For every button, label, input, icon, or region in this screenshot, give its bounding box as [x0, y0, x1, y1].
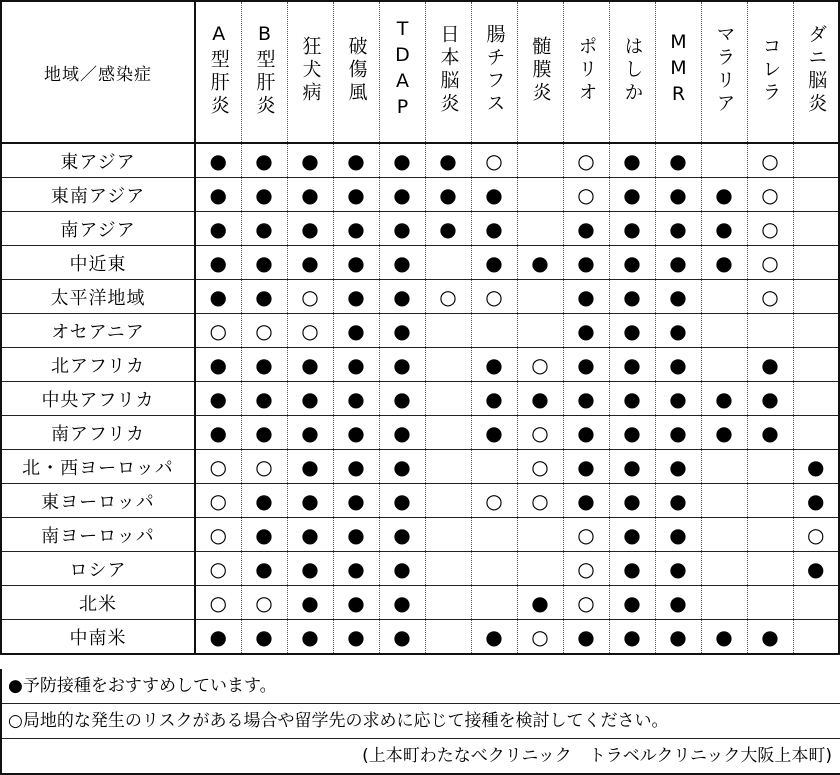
region-name: 中近東 [1, 246, 195, 280]
recommended-mark: ● [563, 280, 609, 314]
empty-cell [471, 586, 517, 620]
recommended-mark: ● [471, 212, 517, 246]
empty-cell [425, 484, 471, 518]
recommended-mark: ● [793, 450, 839, 484]
recommended-mark: ● [563, 246, 609, 280]
vaccine-header-label: TDAP [391, 18, 414, 122]
vaccine-header-label: 髄膜炎 [529, 35, 552, 105]
region-name: ロシア [1, 552, 195, 586]
recommended-mark: ● [609, 518, 655, 552]
recommended-mark: ● [609, 382, 655, 416]
recommended-mark: ● [609, 212, 655, 246]
empty-cell [425, 382, 471, 416]
recommended-mark: ● [287, 246, 333, 280]
recommended-mark: ● [287, 143, 333, 178]
recommended-mark: ● [195, 382, 241, 416]
vaccine-header [793, 1, 839, 143]
conditional-mark: ○ [195, 484, 241, 518]
recommended-mark: ● [609, 246, 655, 280]
recommended-mark: ● [241, 518, 287, 552]
recommended-mark: ● [379, 450, 425, 484]
table-row [1, 586, 839, 620]
recommended-mark: ● [655, 484, 701, 518]
recommended-mark: ● [333, 348, 379, 382]
conditional-mark: ○ [195, 552, 241, 586]
empty-cell [793, 382, 839, 416]
recommended-mark: ● [425, 178, 471, 212]
empty-cell [471, 552, 517, 586]
recommended-mark: ● [241, 620, 287, 655]
recommended-mark: ● [379, 314, 425, 348]
recommended-mark: ● [195, 178, 241, 212]
empty-cell [701, 552, 747, 586]
recommended-mark: ● [655, 382, 701, 416]
vaccine-header [563, 1, 609, 143]
empty-cell [793, 178, 839, 212]
vaccine-header [517, 1, 563, 143]
vaccine-header-label: B型肝炎 [253, 22, 276, 118]
vaccine-header [747, 1, 793, 143]
empty-cell [793, 348, 839, 382]
vaccine-header [379, 1, 425, 143]
recommended-mark: ● [287, 416, 333, 450]
recommended-mark: ● [333, 212, 379, 246]
recommended-mark: ● [655, 348, 701, 382]
empty-cell [701, 280, 747, 314]
conditional-mark: ○ [517, 484, 563, 518]
empty-cell [747, 586, 793, 620]
empty-cell [517, 178, 563, 212]
recommended-mark: ● [747, 382, 793, 416]
recommended-mark: ● [333, 586, 379, 620]
source-credit: (上本町わたなべクリニック トラベルクリニック大阪上本町) [362, 746, 832, 766]
recommended-mark: ● [379, 552, 425, 586]
recommended-mark: ● [287, 450, 333, 484]
empty-cell [425, 348, 471, 382]
recommended-mark: ● [379, 416, 425, 450]
conditional-mark: ○ [287, 280, 333, 314]
conditional-mark: ○ [747, 246, 793, 280]
table-row [1, 246, 839, 280]
region-name: 中央アフリカ [1, 382, 195, 416]
recommended-mark: ● [241, 552, 287, 586]
empty-cell [793, 280, 839, 314]
empty-cell [793, 246, 839, 280]
table-row [1, 484, 839, 518]
recommended-mark: ● [655, 416, 701, 450]
recommended-mark: ● [287, 484, 333, 518]
empty-cell [471, 518, 517, 552]
empty-cell [517, 314, 563, 348]
empty-cell [471, 450, 517, 484]
region-name: 東アジア [1, 143, 195, 178]
recommended-mark: ● [701, 416, 747, 450]
vaccine-header-label: マラリア [713, 24, 736, 116]
recommended-mark: ● [563, 314, 609, 348]
table-row [1, 212, 839, 246]
empty-cell [701, 450, 747, 484]
conditional-mark: ○ [195, 518, 241, 552]
recommended-mark: ● [379, 143, 425, 178]
conditional-mark: ○ [563, 552, 609, 586]
conditional-mark: ○ [747, 280, 793, 314]
vaccine-header-label: MMR [667, 31, 690, 109]
empty-cell [517, 280, 563, 314]
recommended-mark: ● [609, 178, 655, 212]
recommended-mark: ● [333, 518, 379, 552]
vaccine-header [287, 1, 333, 143]
recommended-mark: ● [379, 620, 425, 655]
vaccine-header-label: コレラ [759, 35, 782, 105]
recommended-mark: ● [287, 348, 333, 382]
vaccine-header-label: ポリオ [575, 35, 598, 105]
recommended-mark: ● [471, 416, 517, 450]
table-row [1, 450, 839, 484]
recommended-mark: ● [747, 620, 793, 655]
recommended-mark: ● [195, 143, 241, 178]
recommended-mark: ● [563, 348, 609, 382]
region-name: 北米 [1, 586, 195, 620]
recommended-mark: ● [609, 450, 655, 484]
recommended-mark: ● [655, 178, 701, 212]
recommended-mark: ● [195, 416, 241, 450]
note-recommended: ●予防接種をおすすめしています。 [2, 669, 840, 704]
empty-cell [793, 586, 839, 620]
empty-cell [701, 484, 747, 518]
recommended-mark: ● [609, 143, 655, 178]
conditional-mark: ○ [241, 586, 287, 620]
conditional-mark: ○ [517, 348, 563, 382]
vaccine-header [609, 1, 655, 143]
table-row [1, 620, 839, 655]
conditional-mark: ○ [517, 450, 563, 484]
conditional-mark: ○ [747, 143, 793, 178]
recommended-mark: ● [517, 586, 563, 620]
vaccine-header [195, 1, 241, 143]
table-row [1, 280, 839, 314]
corner-header: 地域／感染症 [1, 1, 195, 143]
vaccine-header-label: ダニ脳炎 [805, 24, 828, 116]
recommended-mark: ● [195, 212, 241, 246]
recommended-mark: ● [287, 518, 333, 552]
vaccine-header-label: A型肝炎 [207, 22, 230, 118]
recommended-mark: ● [333, 450, 379, 484]
region-name: 東ヨーロッパ [1, 484, 195, 518]
recommended-mark: ● [655, 620, 701, 655]
empty-cell [701, 518, 747, 552]
empty-cell [701, 314, 747, 348]
empty-cell [517, 143, 563, 178]
recommended-mark: ● [195, 620, 241, 655]
empty-cell [425, 450, 471, 484]
recommended-mark: ● [379, 518, 425, 552]
recommended-mark: ● [287, 552, 333, 586]
recommended-mark: ● [609, 484, 655, 518]
conditional-mark: ○ [195, 450, 241, 484]
conditional-mark: ○ [517, 416, 563, 450]
recommended-mark: ● [793, 552, 839, 586]
recommended-mark: ● [609, 416, 655, 450]
table-body [1, 1, 839, 654]
recommended-mark: ● [655, 143, 701, 178]
recommended-mark: ● [655, 280, 701, 314]
recommended-mark: ● [333, 552, 379, 586]
recommended-mark: ● [241, 246, 287, 280]
recommended-mark: ● [609, 586, 655, 620]
recommended-mark: ● [425, 143, 471, 178]
recommended-mark: ● [241, 484, 287, 518]
empty-cell [701, 143, 747, 178]
vaccine-header-label: 狂犬病 [299, 35, 322, 105]
region-name: 北アフリカ [1, 348, 195, 382]
recommended-mark: ● [701, 212, 747, 246]
recommended-mark: ● [471, 348, 517, 382]
recommended-mark: ● [379, 212, 425, 246]
empty-cell [747, 450, 793, 484]
note-conditional: ○局地的な発生のリスクがある場合や留学先の求めに応じて接種を検討してください。 [2, 704, 840, 739]
recommended-mark: ● [195, 246, 241, 280]
empty-cell [425, 518, 471, 552]
recommended-mark: ● [655, 518, 701, 552]
recommended-mark: ● [471, 620, 517, 655]
recommended-mark: ● [609, 280, 655, 314]
recommended-mark: ● [609, 552, 655, 586]
recommended-mark: ● [701, 246, 747, 280]
recommended-mark: ● [655, 212, 701, 246]
conditional-mark: ○ [425, 280, 471, 314]
vaccine-header [655, 1, 701, 143]
recommended-mark: ● [333, 382, 379, 416]
vaccine-header [701, 1, 747, 143]
vaccine-header-label: 破傷風 [345, 35, 368, 105]
conditional-mark: ○ [471, 484, 517, 518]
vaccine-header [471, 1, 517, 143]
recommended-mark: ● [379, 382, 425, 416]
conditional-mark: ○ [563, 586, 609, 620]
conditional-mark: ○ [563, 518, 609, 552]
conditional-mark: ○ [241, 450, 287, 484]
recommended-mark: ● [333, 416, 379, 450]
recommended-mark: ● [563, 212, 609, 246]
vaccine-header [333, 1, 379, 143]
conditional-mark: ○ [747, 178, 793, 212]
recommended-mark: ● [379, 484, 425, 518]
recommended-mark: ● [655, 450, 701, 484]
recommended-mark: ● [747, 416, 793, 450]
conditional-mark: ○ [793, 518, 839, 552]
empty-cell [517, 518, 563, 552]
conditional-mark: ○ [195, 586, 241, 620]
recommended-mark: ● [609, 314, 655, 348]
empty-cell [747, 552, 793, 586]
conditional-mark: ○ [287, 314, 333, 348]
recommended-mark: ● [195, 348, 241, 382]
recommended-mark: ● [379, 246, 425, 280]
vaccine-header-label: 腸チフス [483, 24, 506, 116]
vaccine-header [425, 1, 471, 143]
empty-cell [793, 620, 839, 655]
recommended-mark: ● [379, 178, 425, 212]
empty-cell [793, 143, 839, 178]
recommended-mark: ● [379, 280, 425, 314]
region-name: 南アフリカ [1, 416, 195, 450]
empty-cell [701, 348, 747, 382]
region-name: 南アジア [1, 212, 195, 246]
region-name: 東南アジア [1, 178, 195, 212]
recommended-mark: ● [655, 552, 701, 586]
empty-cell [425, 620, 471, 655]
recommended-mark: ● [425, 212, 471, 246]
header-row [1, 1, 839, 143]
recommended-mark: ● [333, 620, 379, 655]
recommended-mark: ● [287, 382, 333, 416]
recommended-mark: ● [563, 382, 609, 416]
recommended-mark: ● [287, 620, 333, 655]
recommended-mark: ● [333, 246, 379, 280]
empty-cell [517, 552, 563, 586]
recommended-mark: ● [517, 382, 563, 416]
empty-cell [471, 314, 517, 348]
recommended-mark: ● [701, 382, 747, 416]
recommended-mark: ● [471, 246, 517, 280]
empty-cell [425, 314, 471, 348]
table-row [1, 348, 839, 382]
recommended-mark: ● [701, 178, 747, 212]
recommended-mark: ● [563, 450, 609, 484]
recommended-mark: ● [241, 348, 287, 382]
conditional-mark: ○ [563, 143, 609, 178]
recommended-mark: ● [701, 620, 747, 655]
recommended-mark: ● [241, 382, 287, 416]
vaccine-header-label: 日本脳炎 [437, 24, 460, 116]
recommended-mark: ● [379, 586, 425, 620]
empty-cell [793, 314, 839, 348]
conditional-mark: ○ [563, 178, 609, 212]
table-row [1, 518, 839, 552]
table-row [1, 552, 839, 586]
recommended-mark: ● [241, 212, 287, 246]
empty-cell [747, 518, 793, 552]
empty-cell [425, 246, 471, 280]
recommended-mark: ● [517, 246, 563, 280]
recommended-mark: ● [287, 178, 333, 212]
table-row [1, 416, 839, 450]
recommended-mark: ● [747, 348, 793, 382]
empty-cell [747, 314, 793, 348]
empty-cell [793, 416, 839, 450]
conditional-mark: ○ [241, 314, 287, 348]
table-row [1, 314, 839, 348]
region-name: オセアニア [1, 314, 195, 348]
recommended-mark: ● [563, 620, 609, 655]
empty-cell [425, 586, 471, 620]
recommended-mark: ● [241, 178, 287, 212]
recommended-mark: ● [333, 484, 379, 518]
empty-cell [425, 416, 471, 450]
recommended-mark: ● [609, 620, 655, 655]
conditional-mark: ○ [747, 212, 793, 246]
recommended-mark: ● [563, 484, 609, 518]
empty-cell [747, 484, 793, 518]
recommended-mark: ● [287, 212, 333, 246]
table-row [1, 178, 839, 212]
recommended-mark: ● [195, 280, 241, 314]
conditional-mark: ○ [471, 143, 517, 178]
conditional-mark: ○ [471, 280, 517, 314]
recommended-mark: ● [241, 280, 287, 314]
region-name: 太平洋地域 [1, 280, 195, 314]
empty-cell [517, 212, 563, 246]
recommended-mark: ● [333, 143, 379, 178]
recommended-mark: ● [241, 143, 287, 178]
recommended-mark: ● [655, 314, 701, 348]
recommended-mark: ● [333, 178, 379, 212]
recommended-mark: ● [471, 178, 517, 212]
vaccine-header [241, 1, 287, 143]
region-name: 南ヨーロッパ [1, 518, 195, 552]
notes [0, 669, 840, 775]
recommended-mark: ● [241, 416, 287, 450]
region-name: 中南米 [1, 620, 195, 655]
conditional-mark: ○ [195, 314, 241, 348]
table-row [1, 382, 839, 416]
vaccine-header-label: はしか [621, 35, 644, 105]
recommended-mark: ● [609, 348, 655, 382]
recommended-mark: ● [287, 586, 333, 620]
empty-cell [793, 212, 839, 246]
recommended-mark: ● [333, 314, 379, 348]
recommended-mark: ● [471, 382, 517, 416]
conditional-mark: ○ [517, 620, 563, 655]
recommended-mark: ● [379, 348, 425, 382]
recommended-mark: ● [793, 484, 839, 518]
recommended-mark: ● [563, 416, 609, 450]
empty-cell [425, 552, 471, 586]
recommended-mark: ● [333, 280, 379, 314]
region-name: 北・西ヨーロッパ [1, 450, 195, 484]
empty-cell [701, 586, 747, 620]
recommended-mark: ● [655, 586, 701, 620]
recommended-mark: ● [655, 246, 701, 280]
table-row [1, 143, 839, 178]
